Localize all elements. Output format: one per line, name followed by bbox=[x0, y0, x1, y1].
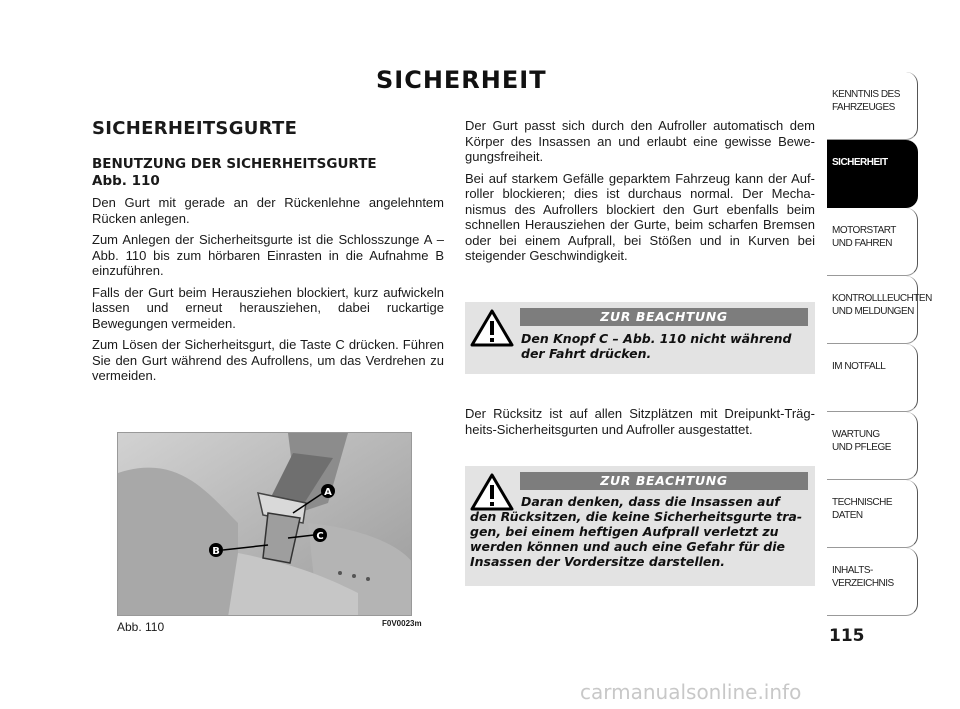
left-paragraph: Zum Anlegen der Sicherheitsgurte ist die Schlosszunge A – Abb. 110 bis zum hörbaren Einrasten in die Aufnahme B einzuführen. bbox=[92, 232, 444, 278]
right-paragraph: Der Rücksitz ist auf allen Sitzplätzen mit Dreipunkt-Trägheits-Sicherheitsgurten und Aufroller ausgestattet. bbox=[465, 406, 815, 437]
tab-sicherheit[interactable] bbox=[827, 140, 918, 208]
tab-kontrollleuchten[interactable] bbox=[827, 276, 932, 344]
right-paragraph: Bei auf starkem Gefälle geparktem Fahrzeug kann der Aufroller blockieren; dies ist durchaus normal. Der Mechanismus des Aufrollers blockiert den Gurt ebenfalls beim schnellen Herausziehen der Gurte, beim scharfen Bremsen oder bei einem Aufprall, bei Stößen und in Kurven bei steigender Geschwindigkeit. bbox=[465, 170, 815, 263]
tab-label: WARTUNG UND PFLEGE bbox=[832, 429, 891, 453]
left-paragraph: Zum Lösen der Sicherheitsgurt, die Taste C drücken. Führen Sie den Gurt während des Aufrollens, um das Verdrehen zu vermeiden. bbox=[92, 337, 444, 383]
tab-technische-daten[interactable] bbox=[827, 480, 918, 548]
left-paragraph: Falls der Gurt beim Herausziehen blockiert, kurz aufwickeln lassen und erneut herausziehen, dabei ruckartige Bewegungen vermeiden. bbox=[92, 284, 444, 331]
warning-box bbox=[465, 302, 815, 374]
sub-title-line: BENUTZUNG DER SICHERHEITSGURTE bbox=[92, 156, 377, 172]
sub-title bbox=[92, 156, 444, 190]
right-paragraph: Der Gurt passt sich durch den Aufroller automatisch dem Körper des Insassen an und erlaubt eine gewisse Bewegungsfreiheit. bbox=[465, 118, 815, 164]
warning-triangle-icon bbox=[470, 309, 514, 347]
left-column bbox=[92, 118, 444, 390]
tab-im-notfall[interactable] bbox=[827, 344, 918, 412]
chapter-tabs bbox=[827, 72, 932, 616]
tab-inhaltsverzeichnis[interactable] bbox=[827, 548, 918, 616]
tab-label: TECHNISCHE DATEN bbox=[832, 497, 893, 521]
tab-motorstart[interactable] bbox=[827, 208, 918, 276]
page-title: SICHERHEIT bbox=[376, 66, 547, 94]
tab-wartung[interactable] bbox=[827, 412, 918, 480]
callout-c-label: C bbox=[316, 531, 324, 542]
warning-box bbox=[465, 466, 815, 586]
page-number: 115 bbox=[829, 626, 865, 646]
tab-label: KONTROLLLEUCHTEN UND MELDUNGEN bbox=[832, 293, 932, 317]
tab-label: KENNTNIS DES FAHRZEUGES bbox=[832, 89, 900, 113]
callout-b-label: B bbox=[212, 546, 220, 557]
tab-label: SICHERHEIT bbox=[832, 157, 888, 168]
warning-text: Daran denken, dass die Insassen auf den Rücksitzen, die keine Sicherheitsgurte tragen, bei einem heftigen Aufprall verletzt zu werden können und auch eine Gefahr für die Insassen der Vordersitze darstellen. bbox=[470, 494, 803, 569]
tab-label: MOTORSTART UND FAHREN bbox=[832, 225, 896, 249]
rear-seat-text bbox=[465, 406, 815, 443]
figure-caption: Abb. 110 bbox=[117, 620, 165, 634]
left-paragraph: Den Gurt mit gerade an der Rückenlehne angelehntem Rücken anlegen. bbox=[92, 195, 444, 226]
sub-title-figure-ref: Abb. 110 bbox=[92, 173, 160, 189]
tab-label: INHALTS- VERZEICHNIS bbox=[832, 565, 894, 589]
figure-code: F0V0023m bbox=[382, 619, 422, 628]
warning-text: Den Knopf C – Abb. 110 nicht während der Fahrt drücken. bbox=[521, 331, 792, 361]
right-column bbox=[465, 118, 815, 270]
tab-label: IM NOTFALL bbox=[832, 361, 886, 372]
section-title: SICHERHEITSGURTE bbox=[92, 118, 298, 139]
warning-header: ZUR BEACHTUNG bbox=[520, 308, 808, 326]
seatbelt-illustration bbox=[118, 433, 412, 616]
callout-a-label: A bbox=[324, 487, 332, 498]
seatbelt-figure bbox=[117, 432, 412, 616]
watermark: carmanualsonline.info bbox=[580, 680, 802, 704]
warning-header: ZUR BEACHTUNG bbox=[520, 472, 808, 490]
tab-kenntnis[interactable] bbox=[827, 72, 918, 140]
